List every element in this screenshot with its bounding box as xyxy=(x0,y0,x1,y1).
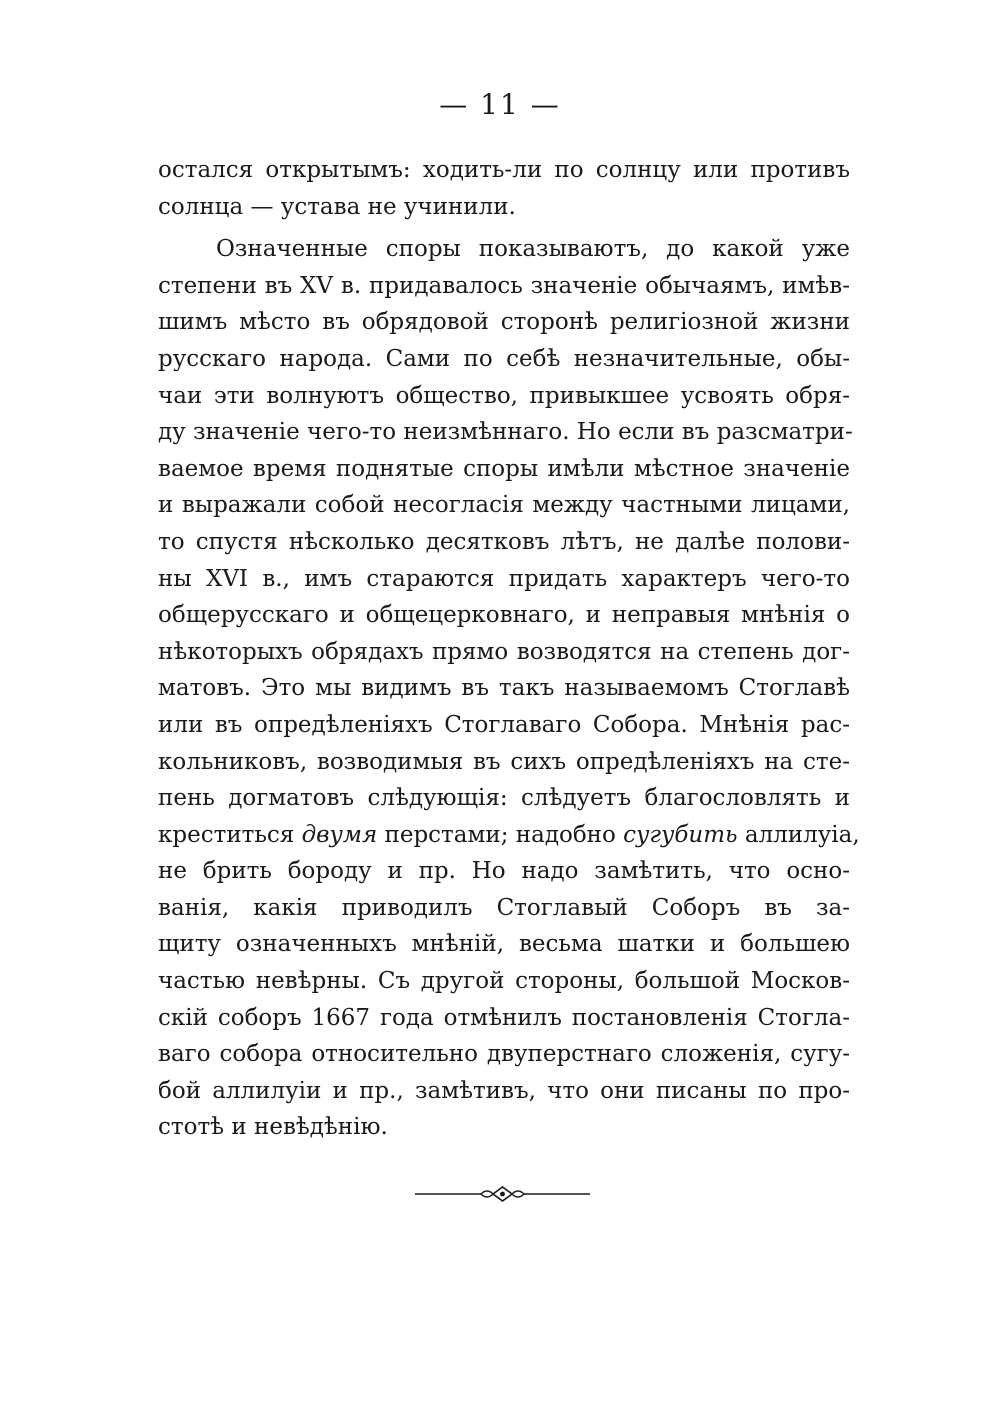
text-line: матовъ. Это мы видимъ въ такъ называемомъ Стоглавѣ xyxy=(158,675,850,702)
text-line: общерусскаго и общецерковнаго, и неправыя мнѣнія о xyxy=(158,602,850,629)
text-line: то спустя нѣсколько десятковъ лѣтъ, не далѣе полови- xyxy=(158,528,850,555)
text-line: стотѣ и невѣдѣнію. xyxy=(158,1114,388,1141)
text-line: пень догматовъ слѣдующія: слѣдуетъ благословлять и xyxy=(158,785,850,812)
text-line: или въ опредѣленіяхъ Стоглаваго Собора. Мнѣнія рас- xyxy=(158,711,850,738)
text-line: креститься двумя перстами; надобно сугубить аллилуіа, xyxy=(158,821,860,848)
text-line: и выражали собой несогласія между частными лицами, xyxy=(158,492,850,519)
page-number: — 11 — xyxy=(439,88,561,121)
text-line: русскаго народа. Сами по себѣ незначительные, обы- xyxy=(158,345,850,372)
text-line: щиту означенныхъ мнѣній, весьма шатки и большею xyxy=(158,931,850,958)
text-line: бой аллилуіи и пр., замѣтивъ, что они писаны по про- xyxy=(158,1077,850,1104)
text-line: солнца — устава не учинили. xyxy=(158,193,516,220)
text-line: степени въ XV в. придавалось значеніе обычаямъ, имѣв- xyxy=(158,272,850,299)
text-line: ваго собора относительно двуперстнаго сложенія, сугу- xyxy=(158,1041,850,1068)
text-line: частью невѣрны. Съ другой стороны, большой Москов- xyxy=(158,968,850,995)
text-line: ваемое время поднятые споры имѣли мѣстное значеніе xyxy=(158,455,850,482)
end-ornament xyxy=(415,1183,590,1205)
paragraph xyxy=(158,152,850,225)
text-line: ны XVI в., имъ стараются придать характеръ чего-то xyxy=(158,565,850,592)
text-line: ду значеніе чего-то неизмѣннаго. Но если въ разсматри- xyxy=(158,419,853,446)
text-line: остался открытымъ: ходить-ли по солнцу или противъ xyxy=(158,157,850,183)
text-line: нѣкоторыхъ обрядахъ прямо возводятся на степень дог- xyxy=(158,638,850,665)
emphasis-text: двумя xyxy=(301,821,378,848)
text-line: не брить бороду и пр. Но надо замѣтить, что осно- xyxy=(158,858,850,885)
text-line: шимъ мѣсто въ обрядовой сторонѣ религіозной жизни xyxy=(158,309,850,336)
body-text xyxy=(158,152,860,1146)
text-line: кольниковъ, возводимыя въ сихъ опредѣленіяхъ на сте- xyxy=(158,748,850,775)
text-line: чаи эти волнуютъ общество, привыкшее усвоять обря- xyxy=(158,382,850,409)
emphasis-text: сугубить xyxy=(623,821,738,848)
paragraph xyxy=(158,231,860,1146)
text-line: Означенные споры показываютъ, до какой уже xyxy=(216,236,850,263)
text-line: ванія, какія приводилъ Стоглавый Соборъ въ за- xyxy=(158,894,850,921)
text-line: скій соборъ 1667 года отмѣнилъ постановленія Стогла- xyxy=(158,1004,850,1031)
